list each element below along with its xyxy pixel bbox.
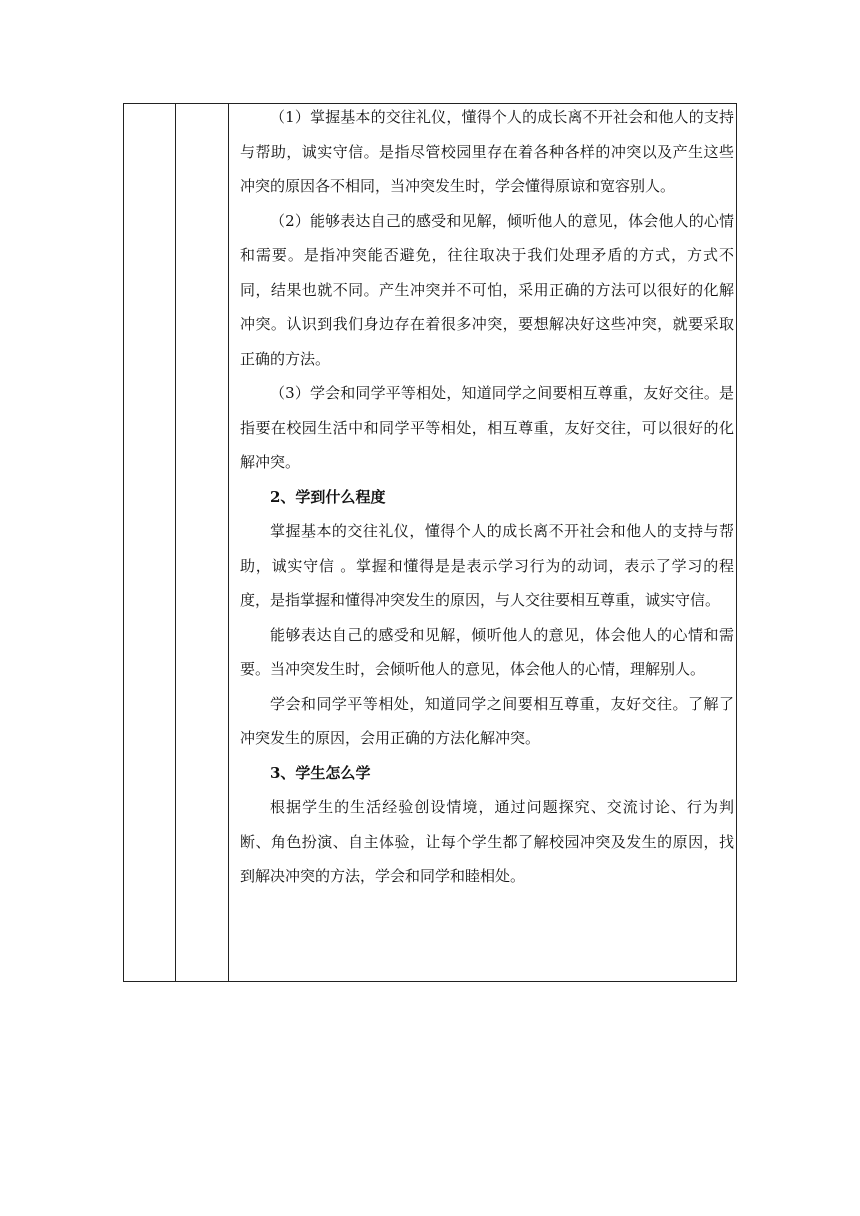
paragraph-goal-2: （2）能够表达自己的感受和见解，倾听他人的意见，体会他人的心情和需要。是指冲突能否避免，往往取决于我们处理矛盾的方式，方式不同，结果也就不同。产生冲突并不可怕，采用正确的方法可以很好的化解冲突。认识到我们身边存在着很多冲突，要想解决好这些冲突，就要采取正确的方法。 xyxy=(240,211,734,368)
section-heading-learning-degree: 2、学到什么程度 xyxy=(270,487,386,506)
paragraph-degree-2: 能够表达自己的感受和见解，倾听他人的意见，体会他人的心情和需要。当冲突发生时，会倾听他人的意见，体会他人的心情，理解别人。 xyxy=(240,625,734,678)
paragraph-how-to-learn: 根据学生的生活经验创设情境，通过问题探究、交流讨论、行为判断、角色扮演、自主体验，让每个学生都了解校园冲突及发生的原因，找到解决冲突的方法，学会和同学和睦相处。 xyxy=(240,798,734,885)
table-content-cell xyxy=(240,100,734,894)
paragraph-degree-1: 掌握基本的交往礼仪，懂得个人的成长离不开社会和他人的支持与帮助，诚实守信 。掌握和懂得是是表示学习行为的动词，表示了学习的程度，是指掌握和懂得冲突发生的原因，与人交往要相互尊重，诚实守信。 xyxy=(240,522,734,609)
paragraph-goal-1: （1）掌握基本的交往礼仪，懂得个人的成长离不开社会和他人的支持与帮助，诚实守信。是指尽管校园里存在着各种各样的冲突以及产生这些冲突的原因各不相同，当冲突发生时，学会懂得原谅和宽容别人。 xyxy=(240,108,734,195)
table-column-divider-2 xyxy=(228,104,229,981)
paragraph-degree-3: 学会和同学平等相处，知道同学之间要相互尊重，友好交往。了解了冲突发生的原因，会用正确的方法化解冲突。 xyxy=(240,694,734,747)
section-heading-how-students-learn: 3、学生怎么学 xyxy=(270,763,371,782)
table-column-divider-1 xyxy=(175,104,176,981)
paragraph-goal-3: （3）学会和同学平等相处，知道同学之间要相互尊重，友好交往。是指要在校园生活中和同学平等相处，相互尊重，友好交往，可以很好的化解冲突。 xyxy=(240,384,734,471)
